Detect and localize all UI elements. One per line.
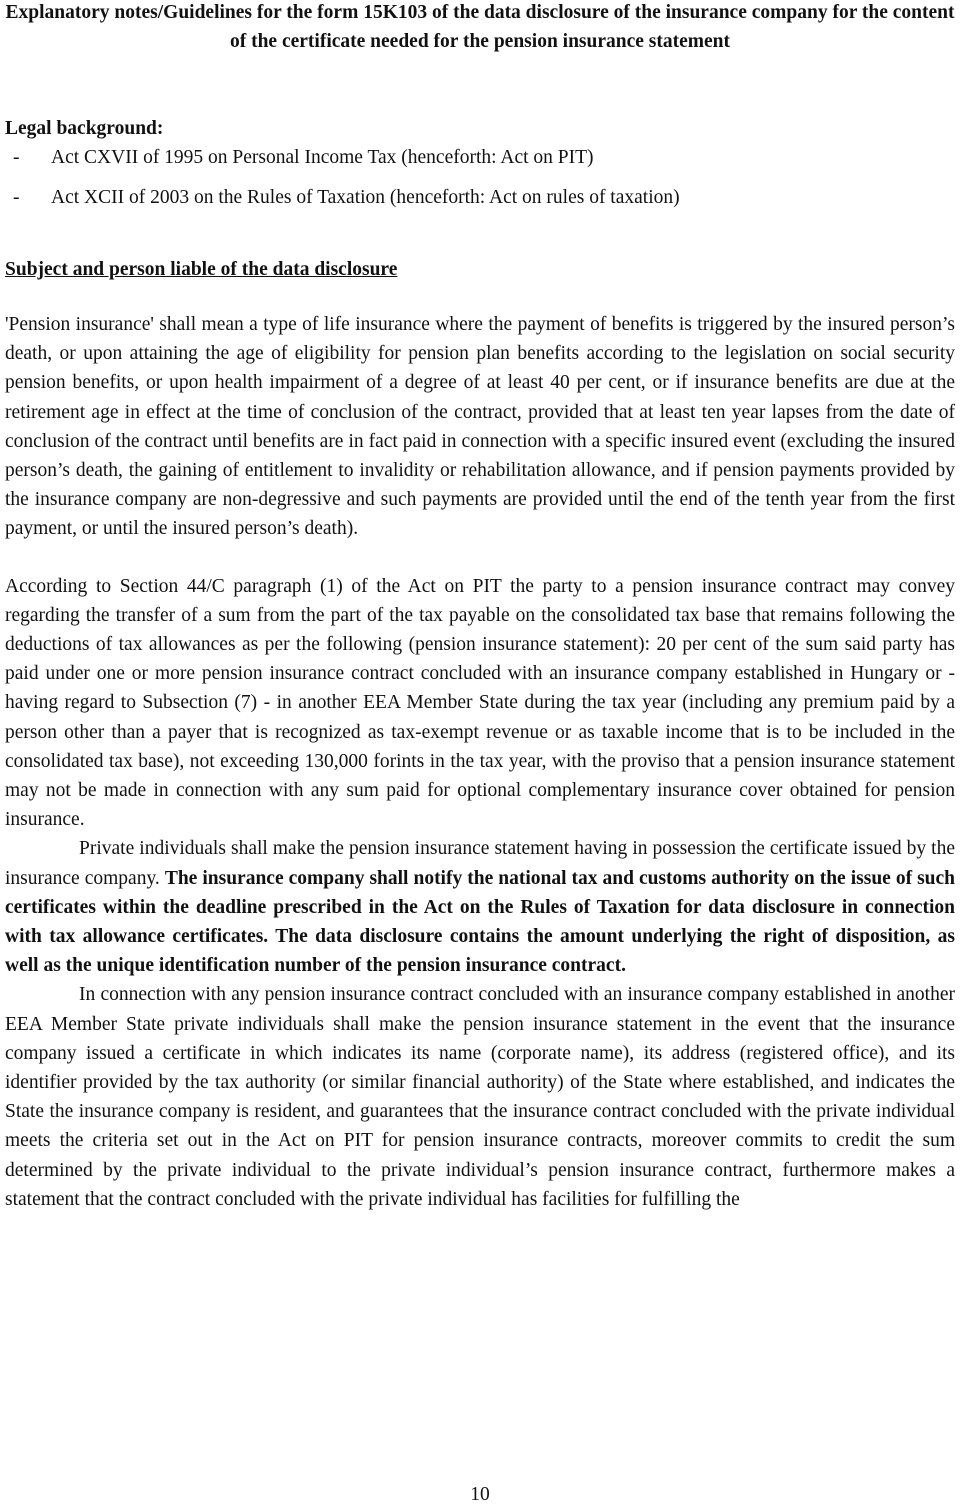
- paragraph-eea: In connection with any pension insurance contract concluded with an insurance company established in another EEA Member State private individuals shall make the pension insurance statement in the event that the insurance company issued a certificate in which indicates its name (corporate name), its address (registered office), and its identifier provided by the tax authority (or similar financial authority) of the State where established, and indicates the State the insurance company is resident, and guarantees that the insurance contract concluded with the private individual meets the criteria set out in the Act on PIT for pension insurance contracts, moreover commits to credit the sum determined by the private individual to the private individual’s pension insurance contract, furthermore makes a statement that the contract concluded with the private individual has facilities for fulfilling the: [5, 984, 955, 1210]
- legal-background-section: [5, 114, 955, 212]
- subject-section: [5, 255, 955, 1214]
- paragraph-certificate-bold: The insurance company shall notify the national tax and customs authority on the issue of such certificates within the deadline prescribed in the Act on the Rules of Taxation for data disclosure in connection with tax allowance certificates. The data disclosure contains the amount underlying the right of disposition, as well as the unique identification number of the pension insurance contract.: [5, 867, 956, 977]
- paragraph-definition: 'Pension insurance' shall mean a type of life insurance where the payment of benefits is triggered by the insured person’s death, or upon attaining the age of eligibility for pension plan benefits according to the legislation on social security pension benefits, or upon health impairment of a degree of at least 40 per cent, or if insurance benefits are due at the retirement age in effect at the time of conclusion of the contract, provided that at least ten year lapses from the date of conclusion of the contract until benefits are in fact paid in connection with a specific insured event (excluding the insured person’s death, the gaining of entitlement to invalidity or rehabilitation allowance, and if pension payments provided by the insurance company are non-degressive and such payments are provided until the end of the tenth year from the first payment, or until the insured person’s death).: [5, 314, 955, 540]
- page-number: 10: [470, 1484, 490, 1505]
- list-item-text: Act CXVII of 1995 on Personal Income Tax (henceforth: Act on PIT): [51, 147, 594, 168]
- legal-background-list: [5, 143, 955, 212]
- document-title: Explanatory notes/Guidelines for the form 15K103 of the data disclosure of the insurance company for the content of the certificate needed for the pension insurance statement: [5, 2, 955, 52]
- list-item: [5, 143, 955, 183]
- paragraph-certificate: [5, 834, 955, 980]
- list-item: [5, 183, 955, 212]
- paragraph-certificate-plain: Private individuals shall make the pension insurance statement having in possession the certificate issued by the insurance company.: [5, 838, 955, 889]
- list-dash: -: [13, 147, 20, 168]
- legal-background-heading: Legal background:: [5, 118, 164, 139]
- list-item-text: Act XCII of 2003 on the Rules of Taxation (henceforth: Act on rules of taxation): [51, 187, 680, 208]
- section-heading: Subject and person liable of the data disclosure: [5, 259, 398, 280]
- list-dash: -: [13, 187, 20, 208]
- paragraph-section-44c: According to Section 44/C paragraph (1) of the Act on PIT the party to a pension insurance contract may convey regarding the transfer of a sum from the part of the tax payable on the consolidated tax base that remains following the deductions of tax allowances as per the following (pension insurance statement): 20 per cent of the sum said party has paid under one or more pension insurance contract concluded with an insurance company established in Hungary or - having regard to Subsection (7) - in another EEA Member State during the tax year (including any premium paid by a person other than a payer that is recognized as tax-exempt revenue or as taxable income that is to be included in the consolidated tax base), not exceeding 130,000 forints in the tax year, with the proviso that a pension insurance statement may not be made in connection with any sum paid for optional complementary insurance cover obtained for pension insurance.: [5, 575, 955, 831]
